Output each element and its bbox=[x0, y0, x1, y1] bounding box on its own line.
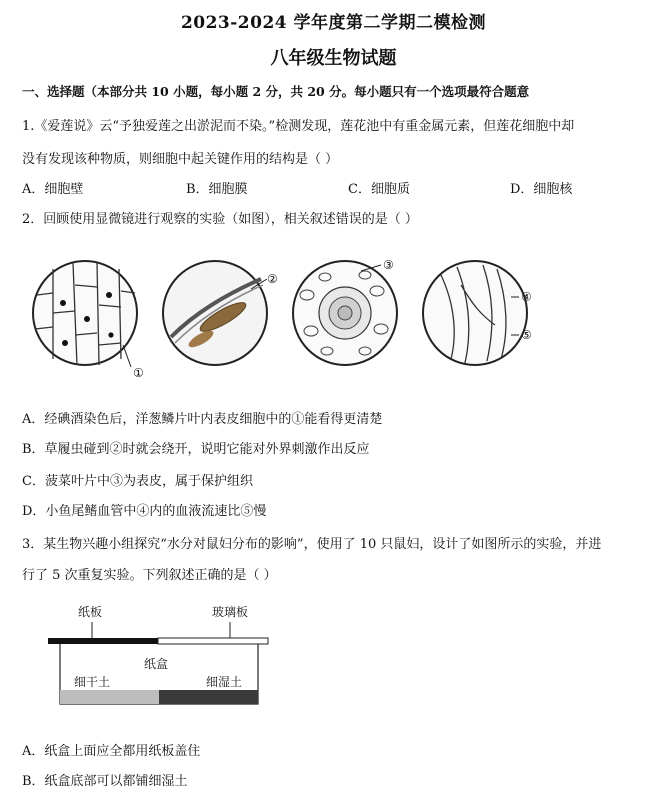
glass-cover bbox=[158, 638, 268, 644]
onion-cells-image bbox=[33, 261, 137, 367]
label-glass: 玻璃板 bbox=[212, 605, 249, 619]
label-1: ① bbox=[133, 366, 144, 380]
q2-option-c: C．菠菜叶片中③为表皮，属于保护组织 bbox=[22, 474, 253, 489]
exam-subtitle: 八年级生物试题 bbox=[270, 48, 397, 69]
q3-option-a: A．纸盒上面应全都用纸板盖住 bbox=[22, 744, 201, 759]
label-2: ② bbox=[267, 272, 278, 286]
section-heading: 一、选择题（本部分共 10 小题，每小题 2 分，共 20 分。每小题只有一个选项最符合题意 bbox=[22, 84, 530, 99]
q1-option-b: B．细胞膜 bbox=[186, 182, 248, 197]
q1-option-a: A．细胞壁 bbox=[22, 182, 84, 197]
label-wet-soil: 细湿土 bbox=[206, 675, 243, 689]
label-5: ⑤ bbox=[521, 328, 532, 342]
q1-stem-line1: 1.《爱莲说》云“予独爱莲之出淤泥而不染。”检测发现，莲花池中有重金属元素，但莲花细胞中却 bbox=[22, 119, 575, 134]
q3-stem-line1: 3．某生物兴趣小组探究“水分对鼠妇分布的影响”，使用了 10 只鼠妇，设计了如图所示的实验，并进 bbox=[22, 537, 602, 552]
q1-stem-line2: 没有发现该种物质，则细胞中起关键作用的结构是（ ） bbox=[22, 152, 339, 167]
q1-option-c: C．细胞质 bbox=[348, 182, 410, 197]
label-dry-soil: 细干土 bbox=[74, 675, 111, 689]
q3-option-b: B．纸盒底部可以都铺细湿土 bbox=[22, 774, 188, 789]
label-paperboard: 纸板 bbox=[78, 605, 103, 619]
label-3: ③ bbox=[383, 258, 394, 272]
q1-option-d: D．细胞核 bbox=[510, 182, 573, 197]
paperboard-cover bbox=[48, 638, 158, 644]
paramecium-image bbox=[163, 261, 267, 365]
microscope-figure bbox=[25, 255, 545, 385]
q2-stem: 2．回顾使用显微镜进行观察的实验（如图），相关叙述错误的是（ ） bbox=[22, 212, 418, 227]
woodlouse-box-figure bbox=[40, 596, 280, 716]
exam-title: 2023-2024 学年度第二学期二模检测 bbox=[180, 13, 487, 33]
q3-stem-line2: 行了 5 次重复实验。下列叙述正确的是（ ） bbox=[22, 568, 277, 583]
label-box: 纸盒 bbox=[144, 657, 169, 671]
q2-option-a: A．经碘酒染色后，洋葱鳞片叶内表皮细胞中的①能看得更清楚 bbox=[22, 412, 383, 427]
q2-option-b: B．草履虫碰到②时就会绕开，说明它能对外界刺激作出反应 bbox=[22, 442, 370, 457]
q2-option-d: D．小鱼尾鳍血管中④内的血液流速比⑤慢 bbox=[22, 504, 267, 519]
wet-soil-layer bbox=[159, 690, 258, 704]
dry-soil-layer bbox=[60, 690, 159, 704]
label-4: ④ bbox=[521, 290, 532, 304]
tail-fin-image bbox=[423, 261, 527, 365]
leaf-section-image bbox=[293, 261, 397, 365]
